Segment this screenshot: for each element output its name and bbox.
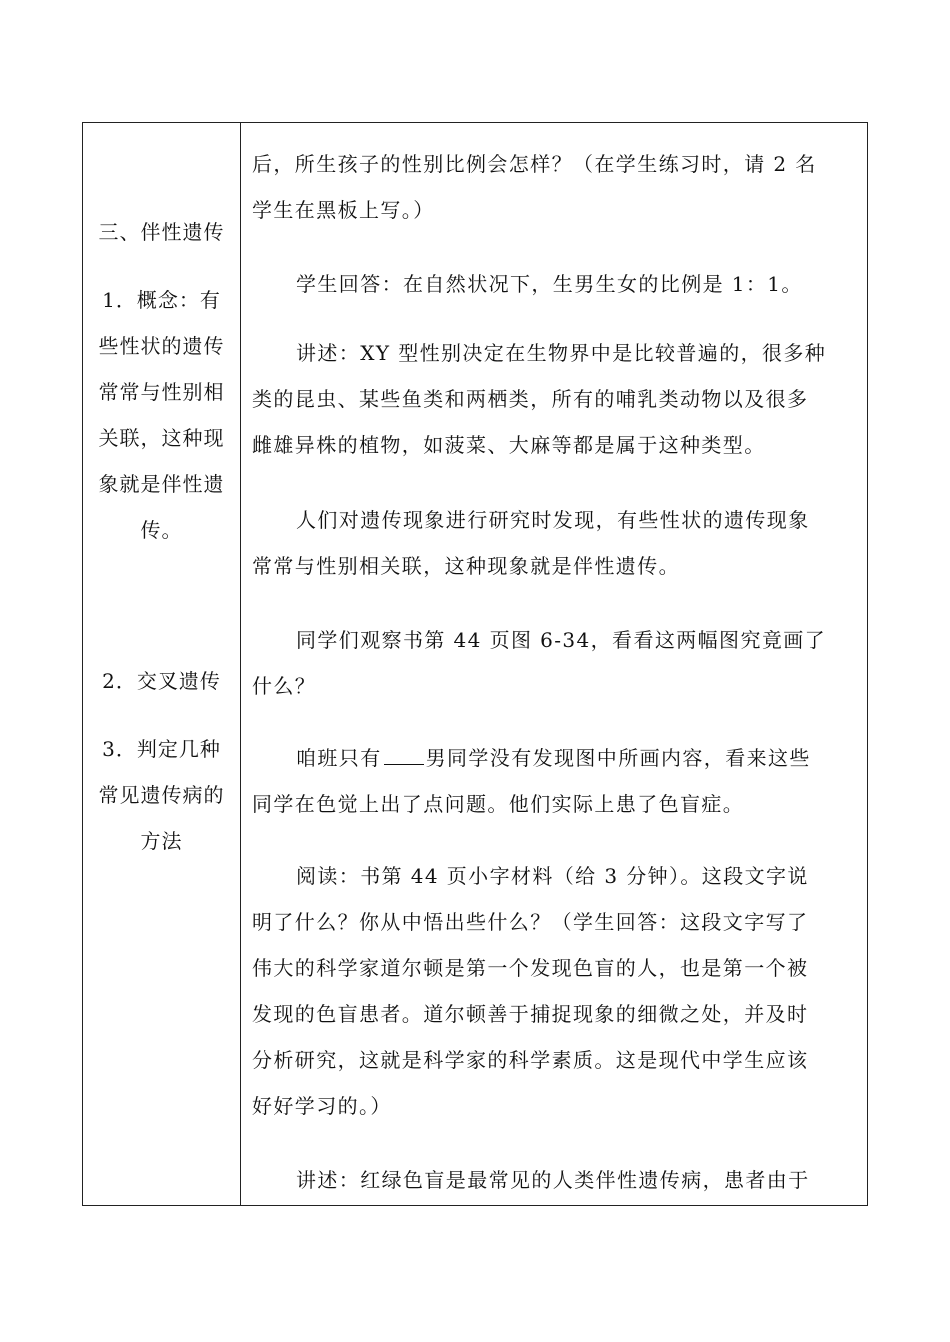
- cross-inheritance-item: 2．交叉遗传: [102, 669, 221, 693]
- paragraph-sex-ratio-question: 后，所生孩子的性别比例会怎样？（在学生练习时，请 2 名 学生在黑板上写。）: [252, 152, 817, 222]
- lesson-table: [82, 122, 868, 1206]
- paragraph-student-answer: 学生回答：在自然状况下，生男生女的比例是 1：1。: [296, 272, 803, 296]
- fill-in-blank: [384, 746, 424, 765]
- paragraph-dalton-reading: 阅读：书第 44 页小字材料（给 3 分钟）。这段文字说 明了什么？你从中悟出些什么？（学生回答：这段文字写了 伟大的科学家道尔顿是第一个发现色盲的人，也是第一个被 发现的色盲患者。道尔顿善于捕捉现象的细微之处，并及时 分析研究，这就是科学家的科学素质。这是现代中学生应该 好好学习的。）: [252, 864, 809, 1118]
- paragraph-sex-linked-definition: 人们对遗传现象进行研究时发现，有些性状的遗传现象 常常与性别相关联，这种现象就是伴性遗传。: [252, 508, 810, 578]
- content-column: [241, 123, 867, 1205]
- paragraph-color-blind-students: 咱班只有 男同学没有发现图中所画内容，看来这些 同学在色觉上出了点问题。他们实际上患了色盲症。: [252, 746, 811, 816]
- section-title: 三、伴性遗传: [98, 220, 225, 244]
- paragraph-xy-explanation: 讲述：XY 型性别决定在生物界中是比较普遍的，很多种 类的昆虫、某些鱼类和两栖类，所有的哺乳类动物以及很多 雌雄异株的植物，如菠菜、大麻等都是属于这种类型。: [252, 341, 827, 457]
- outline-column: [83, 123, 240, 1205]
- paragraph-observe-figure: 同学们观察书第 44 页图 6-34，看看这两幅图究竟画了 什么？: [252, 628, 827, 698]
- concept-definition: 1．概念：有 些性状的遗传 常常与性别相 关联，这种现 象就是伴性遗 传。: [98, 288, 225, 542]
- paragraph-red-green-explanation: 讲述：红绿色盲是最常见的人类伴性遗传病，患者由于: [296, 1168, 810, 1192]
- disease-judgment-item: 3．判定几种 常见遗传病的 方法: [98, 737, 225, 853]
